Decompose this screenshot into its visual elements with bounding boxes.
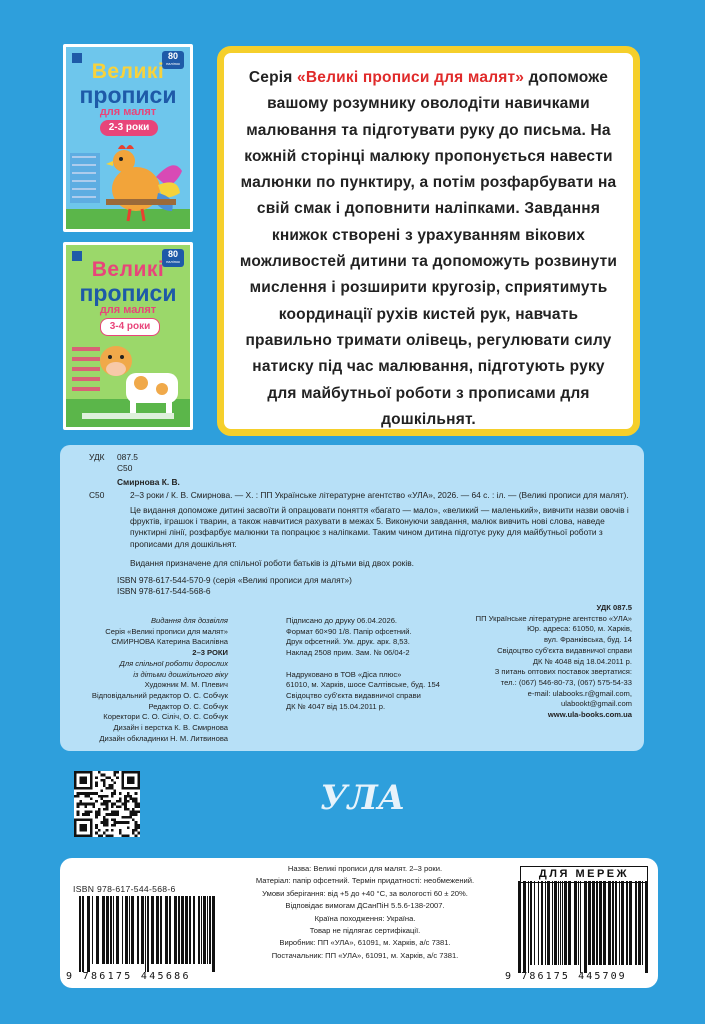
- imprint-left-line: Дизайн і верстка К. В. Смирнова: [113, 723, 228, 733]
- udk-value: 087.5: [117, 452, 138, 462]
- property-line: Країна походження: Україна.: [314, 913, 416, 923]
- for-stores-box: ДЛЯ МЕРЕЖ: [520, 866, 648, 883]
- cover-title-2: прописи: [79, 280, 177, 306]
- cover-title-3: для малят: [99, 304, 157, 316]
- imprint-left-line: Художник М. М. Плевич: [144, 680, 228, 690]
- catalog-panel: [60, 445, 644, 751]
- qr-code: [74, 771, 140, 837]
- isbn-book: ISBN 978-617-544-568-6: [117, 586, 211, 596]
- imprint-right-line: Юр. адреса: 61050, м. Харків,: [527, 624, 632, 634]
- imprint-left-line: Відповідальний редактор О. С. Собчук: [91, 690, 228, 700]
- cover-title-2: прописи: [79, 82, 177, 108]
- cow-illustration: [66, 337, 190, 427]
- property-line: Умови зберігання: від +5 до +40 °С, за вологості 60 ± 20%.: [262, 888, 468, 898]
- imprint-left-line: Видання для дозвілля: [150, 616, 228, 625]
- annotation: Це видання допоможе дитині засвоїти й опрацювати поняття «багато — мало», «великий — маленький», вивчити назви овочів і фруктів, іграшок і тварин, а також навчитися рахувати в межах 5. Виконуючи завдання, малюк вивчить нові слова, наведе пунктирні лінії, розфарбує малюнки та попрацює з наліпками. Таким чином дитина підготує руку для майбутньої роботи з прописами для дошкільнят.: [130, 505, 629, 549]
- series-description-box: [217, 46, 640, 436]
- imprint-left-line: 2–3 РОКИ: [192, 648, 228, 658]
- series-prefix: Серія: [248, 69, 298, 86]
- rooster-illustration: [66, 139, 190, 229]
- bibliographic-record: 2–3 роки / К. В. Смирнова. — Х. : ПП Українське літературне агентство «УЛА», 2026. — 64 с. : іл. — (Великі прописи для малят).: [130, 490, 629, 500]
- property-line: Товар не підлягає сертифікації.: [309, 926, 421, 936]
- isbn-over-barcode: ISBN 978-617-544-568-6: [73, 884, 176, 894]
- property-line: Виробник: ПП «УЛА», 61091, м. Харків, а/с 7381.: [279, 938, 451, 948]
- property-line: Матеріал: папір офсетний. Термін придатності: необмежений.: [255, 876, 475, 886]
- imprint-left-line: Серія «Великі прописи для малят»: [105, 626, 228, 636]
- book-cover-3-4: [63, 242, 193, 430]
- imprint-middle-line: ДК № 4047 від 15.04.2011 р.: [286, 701, 386, 711]
- imprint-right-line: тел.: (067) 546-80-73, (067) 575-54-33: [500, 677, 632, 687]
- imprint-left-line: Дизайн обкладинки Н. М. Литвинова: [99, 733, 228, 743]
- imprint-right-line: ПП Українське літературне агентство «УЛА»: [475, 613, 632, 623]
- c50-top: С50: [117, 463, 133, 473]
- isbn-barcode: [73, 896, 219, 972]
- property-line: Постачальник: ПП «УЛА», 61091, м. Харків, а/с 7381.: [271, 950, 459, 960]
- imprint-middle-line: [286, 659, 466, 670]
- imprint-left-line: Коректори С. О. Сіліч, О. С. Собчук: [103, 712, 228, 722]
- badge-word: наліпок: [166, 259, 180, 264]
- barcode1-number: 9 786175 445686: [66, 971, 191, 982]
- udk-label: УДК: [89, 452, 105, 462]
- imprint-middle-line: Надруковано в ТОВ «Діса плюс»: [286, 669, 402, 679]
- series-name: «Великі прописи для малят»: [297, 69, 525, 86]
- product-properties: [220, 863, 510, 962]
- imprint-middle-line: Наклад 2508 прим. Зам. № 06/04-2: [286, 648, 410, 658]
- imprint-left-line: із дітьми дошкільного віку: [133, 669, 228, 679]
- imprint-middle-line: Формат 60×90 1/8. Папір офсетний.: [286, 626, 412, 636]
- imprint-left-line: Для спільної роботи дорослих: [119, 658, 228, 668]
- badge-number: 80: [167, 51, 178, 61]
- imprint-middle-line: Свідоцтво суб'єкта видавничої справи: [286, 690, 421, 700]
- imprint-right-line: e-mail: ulabooks.r@gmail.com,: [527, 688, 632, 698]
- imprint-right-line: ДК № 4048 від 18.04.2011 р.: [532, 656, 632, 666]
- store-barcode: [512, 881, 652, 973]
- imprint-right-line: З питань оптових поставок звертатися:: [494, 667, 632, 677]
- imprint-left-line: СМИРНОВА Катерина Василівна: [111, 637, 228, 647]
- imprint-right-line: вул. Франківська, буд. 14: [543, 635, 632, 645]
- publisher-logo: УЛА: [320, 778, 406, 818]
- cover-title-3: для малят: [99, 106, 157, 118]
- imprint-right: [456, 603, 632, 721]
- imprint-middle: [286, 616, 466, 712]
- imprint-right-line: www.ula-books.com.ua: [547, 710, 632, 720]
- book-cover-2-3: [63, 44, 193, 232]
- property-line: Назва: Великі прописи для малят. 2–3 роки.: [287, 864, 443, 873]
- barcode2-number: 9 786175 445709: [505, 971, 627, 982]
- imprint-right-line: УДК 087.5: [596, 603, 632, 612]
- property-line: Відповідає вимогам ДСанПіН 5.5.6-138-2007.: [285, 901, 445, 911]
- cover-title-1: Великі: [91, 258, 165, 281]
- c50-label: С50: [89, 490, 105, 500]
- badge-number: 80: [167, 249, 178, 259]
- imprint-middle-line: Підписано до друку 06.04.2026.: [286, 616, 398, 625]
- imprint-left-line: Редактор О. С. Собчук: [148, 701, 228, 711]
- badge-word: наліпок: [166, 61, 180, 66]
- imprint-right-line: Свідоцтво суб'єкта видавничої справи: [497, 645, 632, 655]
- cover-age: 2-3 роки: [100, 120, 158, 136]
- imprint-middle-line: 61010, м. Харків, шосе Салтівське, буд. 154: [286, 680, 440, 690]
- cover-age: 3-4 роки: [100, 318, 160, 336]
- imprint-middle-line: Друк офсетний. Ум. друк. арк. 8,53.: [286, 637, 410, 647]
- series-description-body: допоможе вашому розумнику оволодіти навичками малювання та підготувати руку до письма. На кожній сторінці малюку пропонується навести малюнки по пунктиру, а потім розфарбувати на свій смак і доповнити наліпками. Завдання книжок створені з урахуванням вікових можливостей дитини та допоможуть розвинути мислення і розширити кругозір, сприятимуть координації рухів кистей рук, навчать правильно тримати олівець, регулювати силу натиску під час малювання, підготують руку для майбутньої роботи з прописами для дошкільнят.: [239, 69, 618, 428]
- product-label: [60, 858, 658, 988]
- audience-note: Видання призначене для спільної роботи батьків із дітьми від двох років.: [130, 558, 414, 568]
- cover-title-1: Великі: [91, 60, 165, 83]
- series-description: [238, 65, 619, 433]
- author-name: Смирнова К. В.: [117, 477, 180, 487]
- imprint-right-line: ulabookt@gmail.com: [560, 699, 632, 709]
- isbn-series: ISBN 978-617-544-570-9 (серія «Великі прописи для малят»): [117, 575, 352, 585]
- imprint-left: [76, 616, 228, 744]
